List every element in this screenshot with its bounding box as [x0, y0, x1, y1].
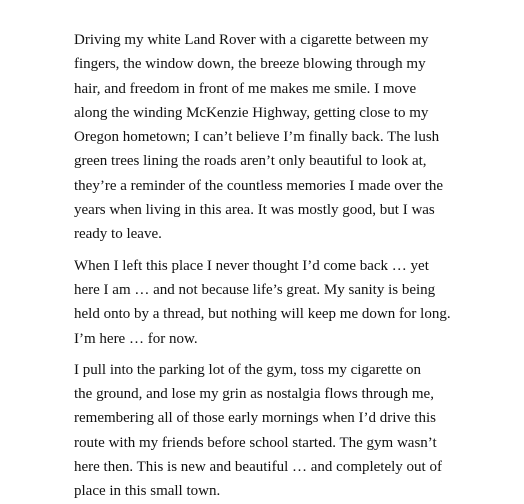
- paragraph-2: [54, 254, 474, 351]
- text-line: When I left this place I never thought I’d come back … yet: [74, 257, 429, 274]
- text-line: green trees lining the roads aren’t only beautiful to look at,: [74, 153, 427, 170]
- text-line: they’re a reminder of the countless memories I made over the: [74, 177, 444, 194]
- text-line: Driving my white Land Rover with a cigarette between my: [74, 32, 429, 48]
- text-line: I’m here … for now.: [74, 330, 198, 347]
- text-line: along the winding McKenzie Highway, getting close to my: [74, 104, 429, 121]
- paragraph-3: [54, 358, 474, 504]
- text-line: Oregon hometown; I can’t believe I’m finally back. The lush: [74, 129, 440, 146]
- text-line: ready to leave.: [74, 226, 162, 243]
- text-line: route with my friends before school started. The gym wasn’t: [74, 434, 437, 451]
- body-text: [54, 28, 474, 504]
- text-line: I pull into the parking lot of the gym, toss my cigarette on: [74, 361, 422, 378]
- text-line: place in this small town.: [74, 483, 221, 500]
- text-line: hair, and freedom in front of me makes me smile. I move: [74, 80, 417, 97]
- text-line: remembering all of those early mornings when I’d drive this: [74, 410, 436, 427]
- text-line: years when living in this area. It was mostly good, but I was: [74, 202, 435, 219]
- text-line: here then. This is new and beautiful … and completely out of: [74, 459, 442, 476]
- text-line: fingers, the window down, the breeze blowing through my: [74, 56, 426, 73]
- text-line: held onto by a thread, but nothing will keep me down for long.: [74, 306, 451, 323]
- text-line: the ground, and lose my grin as nostalgia flows through me,: [74, 386, 434, 403]
- paragraph-1: [54, 28, 474, 247]
- text-line: here I am … and not because life’s great. My sanity is being: [74, 281, 436, 298]
